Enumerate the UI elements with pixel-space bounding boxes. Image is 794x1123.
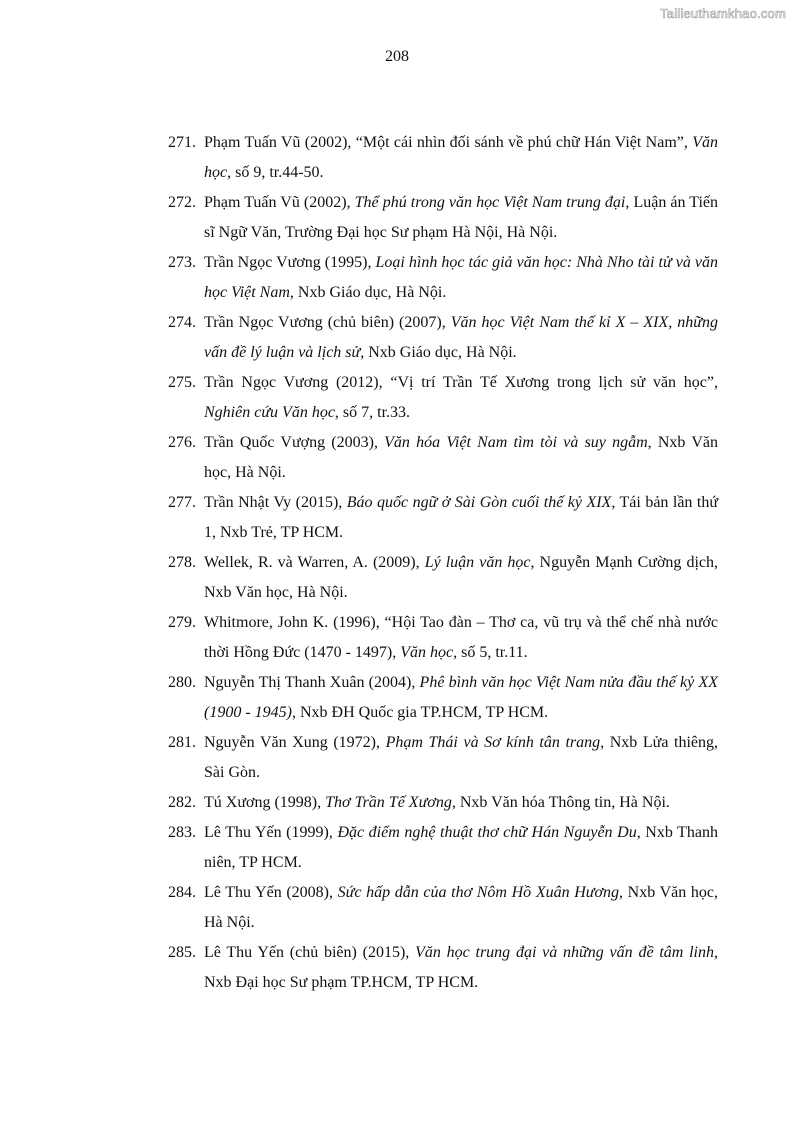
reference-publication-text: , Nxb Giáo dục, Hà Nội. [289, 284, 447, 301]
reference-title: Phạm Thái và Sơ kính tân trang [385, 734, 601, 751]
reference-title: Báo quốc ngữ ở Sài Gòn cuối thế kỷ XIX [346, 494, 612, 511]
reference-item [168, 728, 718, 788]
reference-publication-text: , Nguyễn Mạnh Cường dịch, Nxb Văn học, Hà Nội. [204, 554, 719, 601]
reference-number: 272. [168, 194, 196, 211]
reference-number: 284. [168, 884, 196, 901]
reference-title: Văn học [400, 644, 454, 661]
reference-publication-text: , Nxb Thanh niên, TP HCM. [204, 824, 719, 871]
reference-publication-text: , số 5, tr.11. [453, 644, 528, 661]
reference-item [168, 188, 718, 248]
reference-author-text: Trần Quốc Vượng (2003), [204, 434, 385, 451]
reference-author-text: Trần Nhật Vy (2015), [204, 494, 347, 511]
reference-number: 275. [168, 374, 196, 391]
reference-item [168, 308, 718, 368]
reference-number: 280. [168, 674, 196, 691]
reference-title: Nghiên cứu Văn học [204, 404, 335, 421]
reference-publication-text: , Nxb Đại học Sư phạm TP.HCM, TP HCM. [204, 944, 718, 991]
reference-number: 273. [168, 254, 196, 271]
reference-title: Loại hình học tác giả văn học: Nhà Nho tài tử và văn học Việt Nam [204, 254, 718, 301]
reference-number: 277. [168, 494, 196, 511]
reference-publication-text: , Nxb Văn học, Hà Nội. [204, 434, 718, 481]
reference-title: Lý luận văn học [424, 554, 531, 571]
reference-publication-text: , Nxb Văn hóa Thông tin, Hà Nội. [451, 794, 670, 811]
reference-item [168, 428, 718, 488]
watermark: Tailieuthamkhao.com [660, 6, 786, 21]
reference-title: Văn học [204, 134, 718, 181]
reference-title: Thơ Trần Tế Xương [325, 794, 452, 811]
reference-publication-text: , Nxb Văn học, Hà Nội. [204, 884, 718, 931]
reference-number: 282. [168, 794, 196, 811]
reference-publication-text: , Luận án Tiến sĩ Ngữ Văn, Trường Đại học Sư phạm Hà Nội, Hà Nội. [204, 194, 719, 241]
reference-item [168, 548, 718, 608]
reference-author-text: Nguyễn Văn Xung (1972), [204, 734, 386, 751]
page-number: 208 [385, 48, 409, 65]
reference-item [168, 128, 718, 188]
reference-title: Văn học trung đại và những vấn đề tâm linh [415, 944, 714, 961]
reference-publication-text: , số 9, tr.44-50. [227, 164, 324, 181]
reference-list [168, 128, 718, 998]
reference-item [168, 248, 718, 308]
reference-author-text: Tú Xương (1998), [204, 794, 326, 811]
reference-number: 281. [168, 734, 196, 751]
reference-author-text: Lê Thu Yến (chủ biên) (2015), [204, 944, 416, 961]
reference-number: 271. [168, 134, 196, 151]
reference-number: 278. [168, 554, 196, 571]
reference-author-text: Nguyễn Thị Thanh Xuân (2004), [204, 674, 420, 691]
reference-author-text: Trần Ngọc Vương (chủ biên) (2007), [204, 314, 451, 331]
reference-title: Văn hóa Việt Nam tìm tòi và suy ngẫm [384, 434, 648, 451]
reference-item [168, 938, 718, 998]
reference-item [168, 368, 718, 428]
reference-author-text: Trần Ngọc Vương (2012), “Vị trí Trần Tế Xương trong lịch sử văn học”, [204, 374, 718, 391]
reference-author-text: Phạm Tuấn Vũ (2002), [204, 194, 355, 211]
reference-publication-text: , Nxb ĐH Quốc gia TP.HCM, TP HCM. [291, 704, 549, 721]
reference-author-text: Wellek, R. và Warren, A. (2009), [204, 554, 425, 571]
reference-title: Phê bình văn học Việt Nam nửa đầu thế kỷ XX (1900 - 1945) [204, 674, 719, 721]
reference-author-text: Whitmore, John K. (1996), “Hội Tao đàn – Thơ ca, vũ trụ và thể chế nhà nước thời Hồng Đức (1470 - 1497), [204, 614, 718, 661]
reference-publication-text: , Tái bản lần thứ 1, Nxb Trẻ, TP HCM. [204, 494, 719, 541]
reference-item [168, 608, 718, 668]
reference-item [168, 818, 718, 878]
reference-title: Văn học Việt Nam thế kỉ X – XIX, những vấn đề lý luận và lịch sử [204, 314, 718, 361]
reference-number: 279. [168, 614, 196, 631]
reference-publication-text: , Nxb Giáo dục, Hà Nội. [360, 344, 517, 361]
reference-publication-text: , Nxb Lửa thiêng, Sài Gòn. [204, 734, 719, 781]
reference-author-text: Trần Ngọc Vương (1995), [204, 254, 376, 271]
reference-number: 285. [168, 944, 196, 961]
reference-title: Đặc điểm nghệ thuật thơ chữ Hán Nguyễn Du [337, 824, 637, 841]
reference-author-text: Lê Thu Yến (1999), [204, 824, 338, 841]
reference-author-text: Phạm Tuấn Vũ (2002), “Một cái nhìn đối sánh về phú chữ Hán Việt Nam”, [204, 134, 693, 151]
reference-number: 276. [168, 434, 196, 451]
reference-item [168, 668, 718, 728]
reference-title: Thể phú trong văn học Việt Nam trung đại [354, 194, 626, 211]
reference-publication-text: , số 7, tr.33. [334, 404, 411, 421]
reference-item [168, 788, 718, 818]
reference-title: Sức hấp dẫn của thơ Nôm Hồ Xuân Hương [337, 884, 620, 901]
reference-item [168, 878, 718, 938]
reference-number: 274. [168, 314, 196, 331]
reference-number: 283. [168, 824, 196, 841]
reference-item [168, 488, 718, 548]
reference-author-text: Lê Thu Yến (2008), [204, 884, 338, 901]
